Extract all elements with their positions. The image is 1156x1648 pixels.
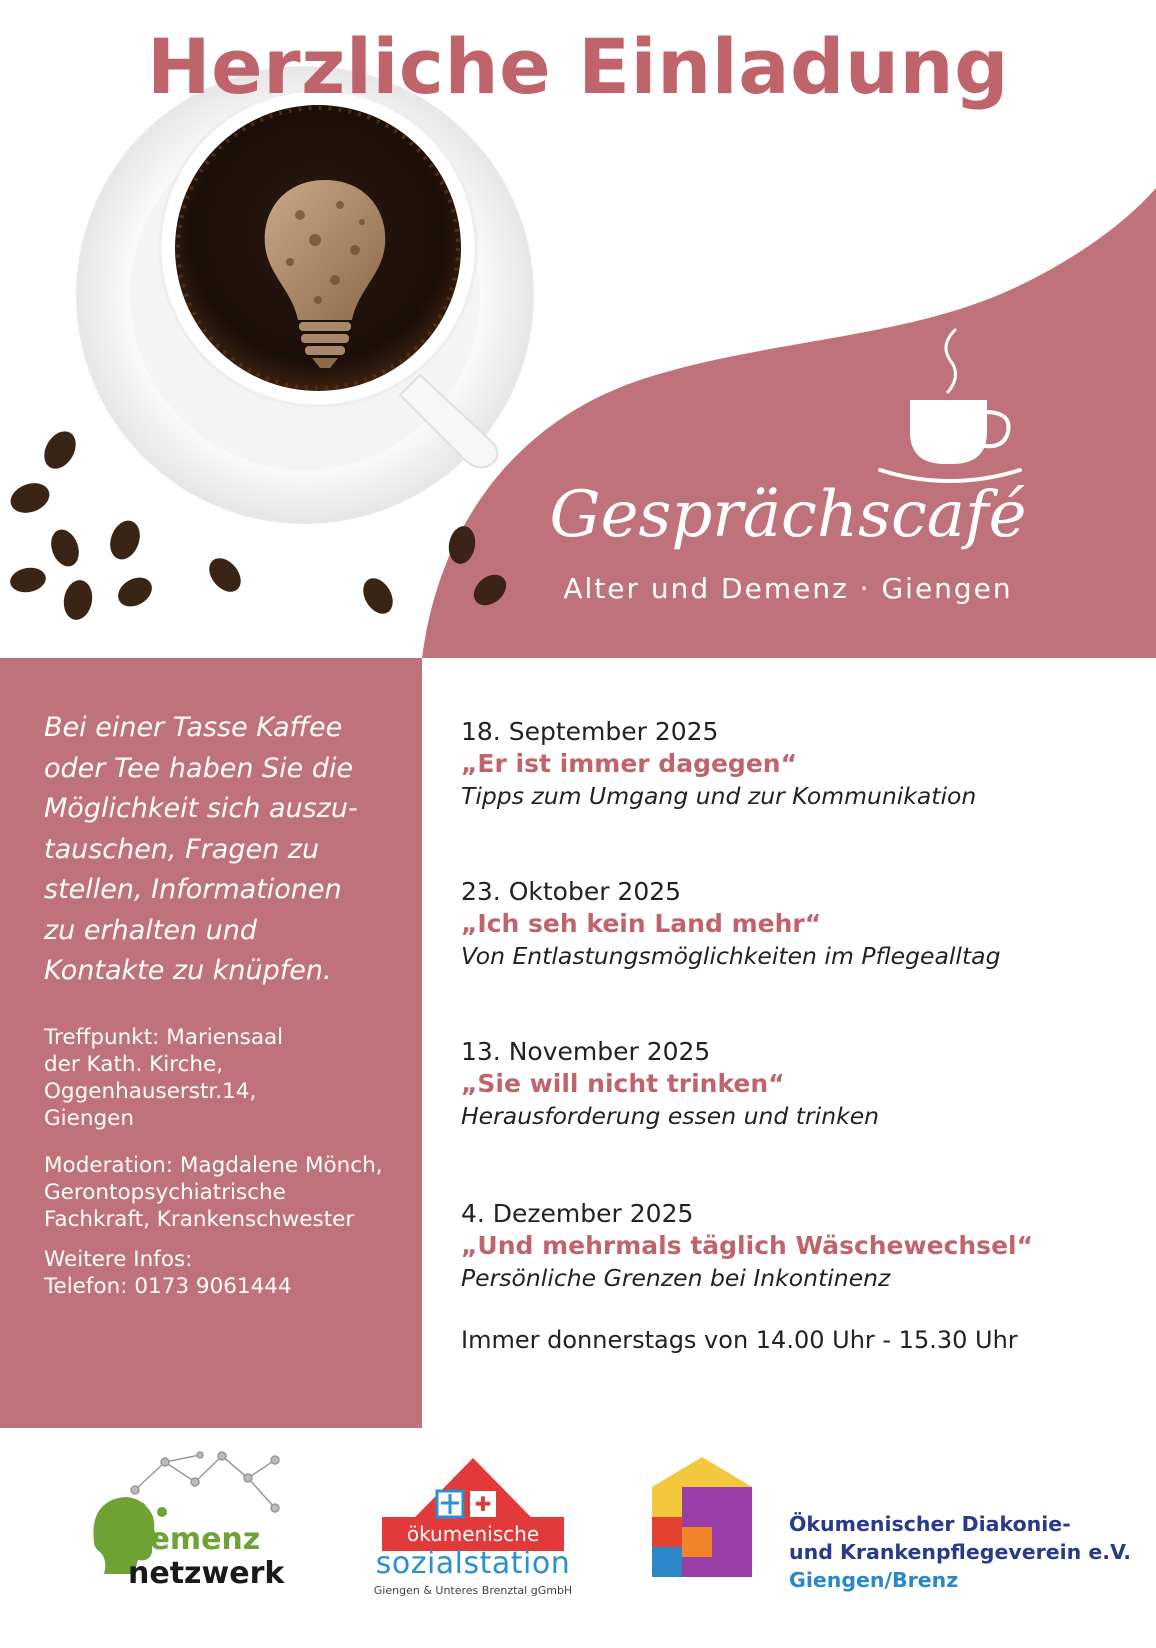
intro-line: Möglichkeit sich auszu- — [44, 793, 358, 824]
schedule-text: Immer donnerstags von 14.00 Uhr - 15.30 Uhr — [461, 1326, 1018, 1354]
contact-phone: Telefon: 0173 9061444 — [44, 1274, 292, 1299]
contact-info — [44, 1246, 414, 1300]
moderation — [44, 1152, 414, 1233]
krankenpflegeverein-logo-graphic — [652, 1457, 752, 1577]
sozialstation-name: sozialstation — [375, 1546, 571, 1581]
event-description: Von Entlastungsmöglichkeiten im Pflegealltag — [461, 942, 1001, 970]
brand-title: Gesprächscafé — [549, 478, 1027, 552]
intro-line: stellen, Informationen — [44, 874, 342, 905]
event-title: „Ich seh kein Land mehr“ — [461, 909, 822, 938]
caritas-icon: ✚ — [474, 1492, 492, 1516]
verein-location: Giengen/Brenz — [789, 1568, 959, 1592]
coffee-cup-illustration — [77, 67, 533, 523]
contact-line: Weitere Infos: — [44, 1247, 193, 1272]
intro-line: zu erhalten und — [44, 914, 257, 946]
event-title: „Sie will nicht trinken“ — [461, 1069, 785, 1098]
sozialstation-subtitle: Giengen & Unteres Brenztal gGmbH — [373, 1584, 573, 1597]
brand-subtitle: Alter und Demenz · Giengen — [563, 572, 1013, 605]
event-title: „Und mehrmals täglich Wäschewechsel“ — [461, 1231, 1034, 1260]
event-date: 4. Dezember 2025 — [461, 1199, 694, 1228]
intro-line: oder Tee haben Sie die — [44, 752, 354, 784]
event-date: 18. September 2025 — [461, 717, 719, 746]
intro-line: Kontakte zu knüpfen. — [44, 955, 332, 986]
intro-line: tauschen, Fragen zu — [44, 833, 320, 865]
intro-text — [44, 708, 414, 992]
event-description: Tipps zum Umgang und zur Kommunikation — [461, 782, 977, 810]
verein-name-line: Ökumenischer Diakonie- — [789, 1512, 1071, 1536]
meeting-point-line: Treffpunkt: Mariensaal — [44, 1025, 284, 1050]
page-title: Herzliche Einladung — [146, 22, 1010, 111]
demenz-netzwerk-text: demenz — [128, 1522, 261, 1557]
intro-line: Bei einer Tasse Kaffee — [44, 712, 343, 743]
event-title: „Er ist immer dagegen“ — [461, 749, 797, 778]
event-item — [461, 1036, 1141, 1132]
meeting-point-line: der Kath. Kirche, — [44, 1052, 224, 1077]
event-date: 13. November 2025 — [461, 1037, 711, 1066]
event-date: 23. Oktober 2025 — [461, 877, 682, 906]
event-description: Persönliche Grenzen bei Inkontinenz — [461, 1264, 891, 1292]
verein-name-line: und Krankenpflegeverein e.V. — [789, 1540, 1132, 1564]
event-item — [461, 1198, 1141, 1294]
moderation-line: Gerontopsychiatrische — [44, 1180, 286, 1205]
moderation-line: Fachkraft, Krankenschwester — [44, 1207, 355, 1232]
event-item — [461, 876, 1141, 972]
moderation-line: Moderation: Magdalene Mönch, — [44, 1153, 383, 1178]
meeting-point — [44, 1024, 414, 1132]
sozialstation-label: ökumenische — [406, 1522, 540, 1546]
event-description: Herausforderung essen und trinken — [461, 1102, 880, 1130]
meeting-point-line: Giengen — [44, 1106, 134, 1131]
meeting-point-line: Oggenhauserstr.14, — [44, 1079, 257, 1104]
demenz-netzwerk-text: netzwerk — [128, 1556, 285, 1591]
event-item — [461, 716, 1141, 812]
